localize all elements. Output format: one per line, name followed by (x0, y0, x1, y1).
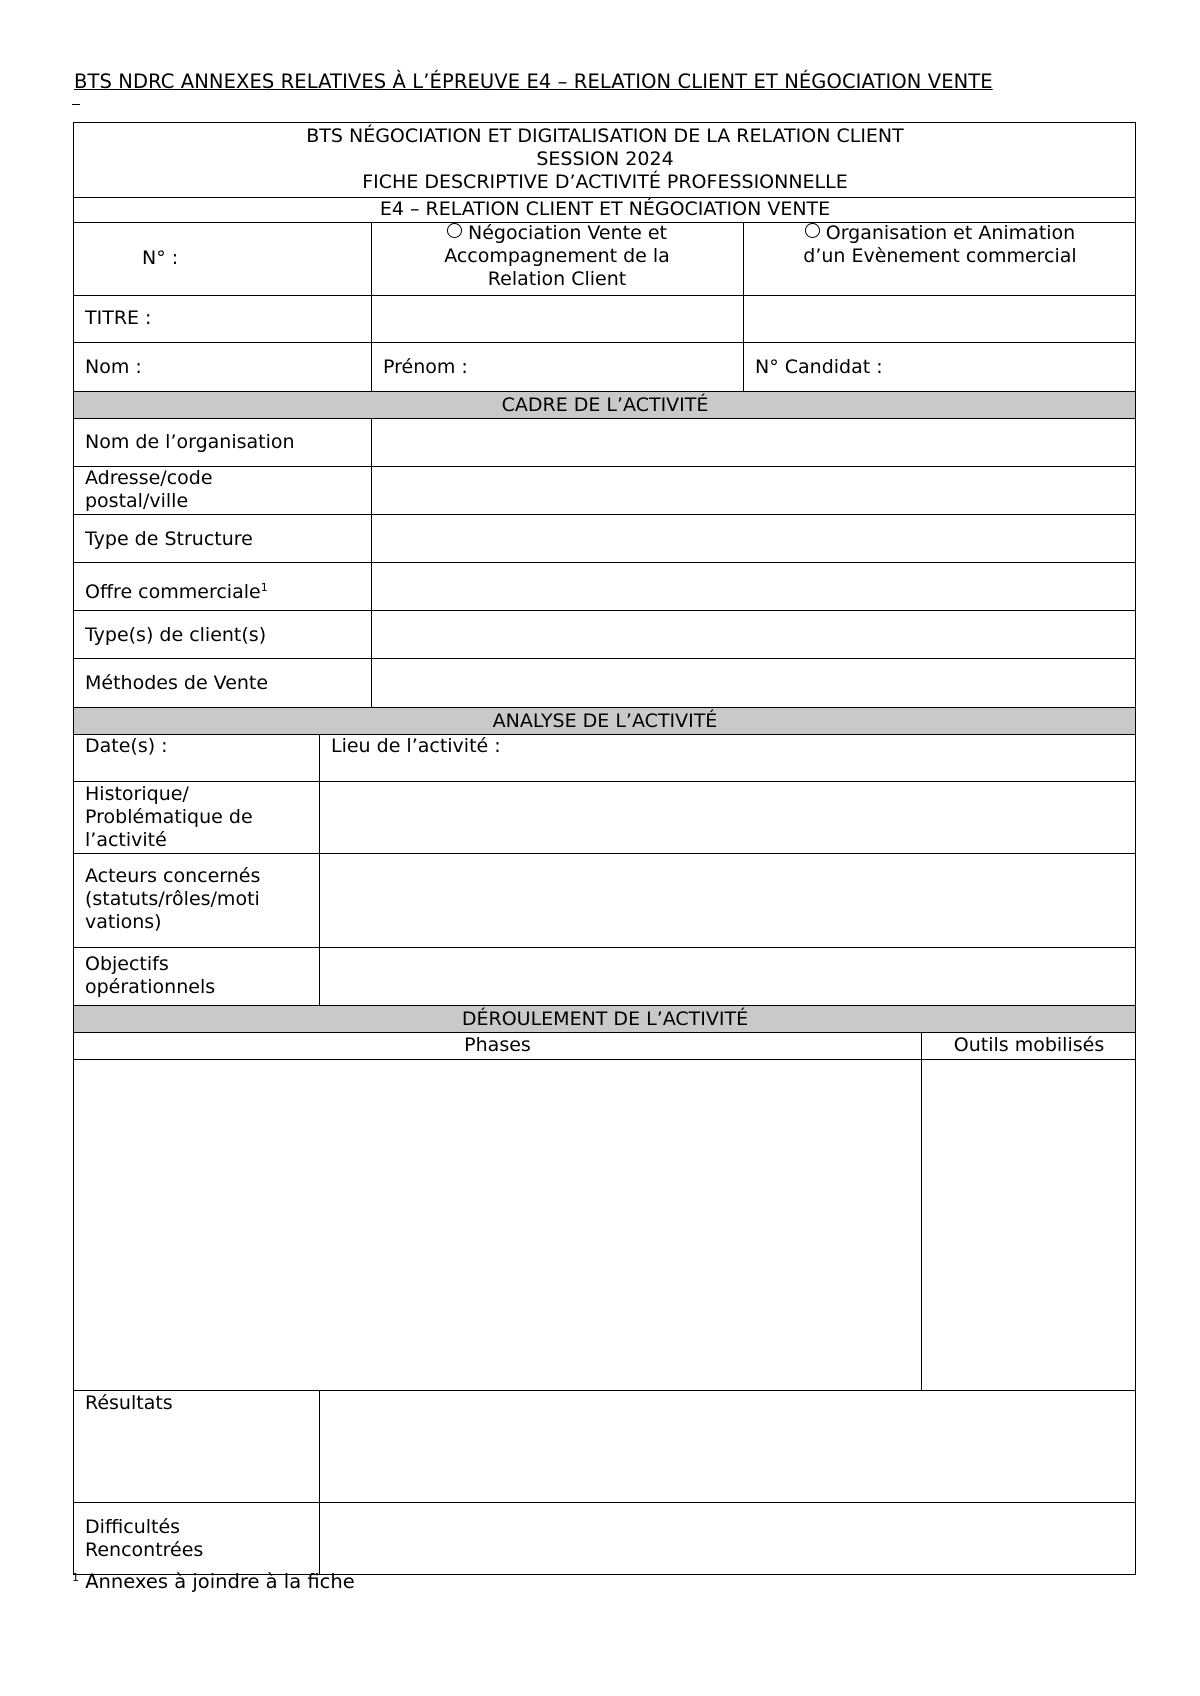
radio-negociation-icon[interactable] (447, 223, 462, 238)
header-epreuve: E4 – RELATION CLIENT ET NÉGOCIATION VENTE (379, 198, 831, 220)
offre-footnote-mark: 1 (260, 581, 268, 594)
numero-label: N° : (142, 247, 179, 269)
outils-header: Outils mobilisés (953, 1034, 1105, 1056)
header-fiche: FICHE DESCRIPTIVE D’ACTIVITÉ PROFESSIONNELLE (362, 171, 848, 193)
prenom-label: Prénom : (383, 356, 468, 378)
acteurs-label: Acteurs concernés (statuts/rôles/moti vations) (85, 865, 261, 933)
page-title: BTS NDRC ANNEXES RELATIVES À L’ÉPREUVE E4 – RELATION CLIENT ET NÉGOCIATION VENTE (74, 70, 993, 93)
option-negociation-vente[interactable]: Négociation Vente et Accompagnement de la Relation Client (444, 222, 670, 290)
methodes-label: Méthodes de Vente (85, 672, 269, 694)
header-line-1: BTS NÉGOCIATION ET DIGITALISATION DE LA RELATION CLIENT (306, 125, 904, 147)
radio-organisation-icon[interactable] (805, 223, 820, 238)
cadre-heading: CADRE DE L’ACTIVITÉ (501, 394, 709, 416)
footnote-text: Annexes à joindre à la fiche (85, 1570, 355, 1593)
option-organisation-evenement[interactable]: Organisation et Animation d’un Evènement commercial (803, 222, 1077, 267)
lieu-label: Lieu de l’activité : (331, 735, 501, 757)
footnote (72, 1570, 355, 1593)
phases-header: Phases (464, 1034, 531, 1056)
nom-label: Nom : (85, 356, 142, 378)
deroulement-heading: DÉROULEMENT DE L’ACTIVITÉ (461, 1008, 749, 1030)
header-session: SESSION 2024 (536, 148, 674, 170)
clients-label: Type(s) de client(s) (85, 624, 267, 646)
resultats-label: Résultats (85, 1392, 173, 1414)
titre-label: TITRE : (85, 307, 152, 329)
offre-label: Offre commerciale$^1$ (85, 581, 268, 603)
organisation-label: Nom de l’organisation (85, 431, 295, 453)
difficultes-label: Difficultés Rencontrées (85, 1516, 204, 1561)
analyse-heading: ANALYSE DE L’ACTIVITÉ (492, 710, 718, 732)
dates-label: Date(s) : (85, 735, 168, 757)
structure-label: Type de Structure (85, 528, 253, 550)
candidat-label: N° Candidat : (755, 356, 883, 378)
adresse-label: Adresse/code postal/ville (85, 467, 213, 512)
objectifs-label: Objectifs opérationnels (85, 953, 216, 998)
stray-dash (72, 104, 80, 105)
historique-label: Historique/ Problématique de l’activité (85, 783, 253, 851)
footnote-mark: 1 (72, 1571, 79, 1584)
